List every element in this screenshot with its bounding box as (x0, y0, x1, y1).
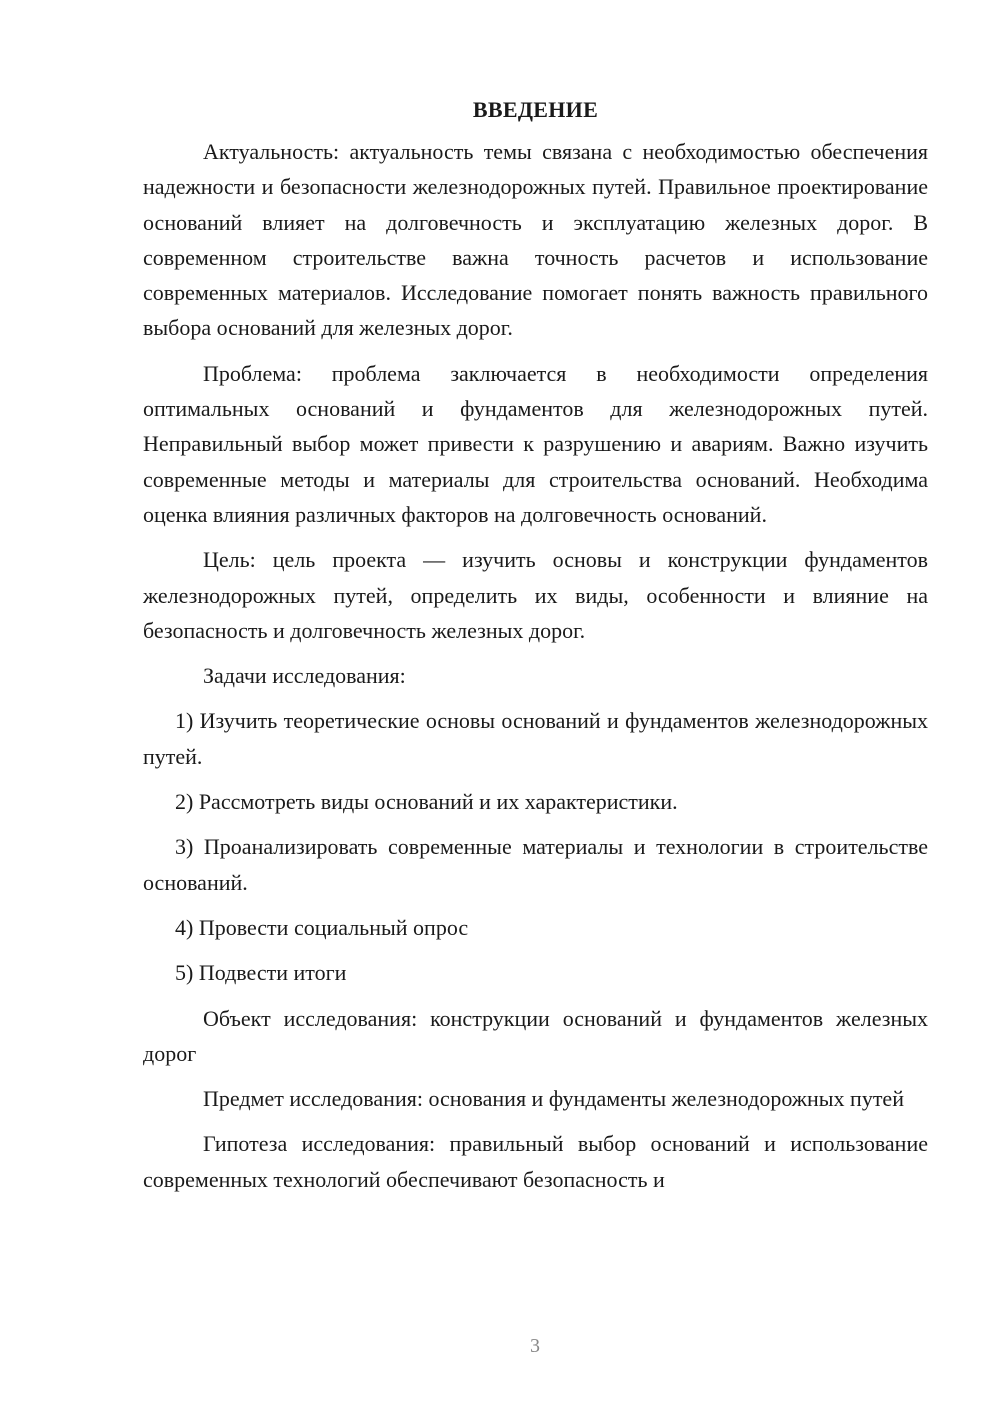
hypothesis-paragraph: Гипотеза исследования: правильный выбор оснований и использование современных технологий обеспечивают безопасность и (143, 1131, 928, 1192)
task-item-5: 5) Подвести итоги (175, 960, 347, 986)
tasks-title: Задачи исследования: (203, 663, 406, 689)
object-paragraph: Объект исследования: конструкции оснований и фундаментов железных дорог (143, 1005, 928, 1066)
goal-paragraph: Цель: цель проекта — изучить основы и конструкции фундаментов железнодорожных путей, определить их виды, особенности и влияние на безопасность и долговечность железных дорог. (143, 547, 928, 643)
subject-paragraph: Предмет исследования: основания и фундаменты железнодорожных путей (203, 1086, 904, 1112)
task-item-4: 4) Провести социальный опрос (175, 914, 469, 940)
task-item-3: 3) Проанализировать современные материалы и технологии в строительстве оснований. (143, 834, 928, 895)
page-number: 3 (530, 1335, 540, 1357)
relevance-paragraph: Актуальность: актуальность темы связана с необходимостью обеспечения надежности и безопасности железнодорожных путей. Правильное проектирование оснований влияет на долговечность и эксплуатацию железных дорог. В современном строительстве важна точность расчетов и использование современных материалов. Исследование помогает понять важность правильного выбора оснований для железных дорог. (143, 139, 928, 341)
problem-paragraph: Проблема: проблема заключается в необходимости определения оптимальных оснований и фундаментов для железнодорожных путей. Неправильный выбор может привести к разрушению и авариям. Важно изучить современные методы и материалы для строительства оснований. Необходима оценка влияния различных факторов на долговечность оснований. (143, 360, 928, 527)
section-heading: ВВЕДЕНИЕ (472, 97, 599, 122)
task-item-2: 2) Рассмотреть виды оснований и их характеристики. (175, 789, 678, 815)
task-item-1: 1) Изучить теоретические основы оснований и фундаментов железнодорожных путей. (143, 708, 928, 769)
document-page (143, 92, 928, 1207)
